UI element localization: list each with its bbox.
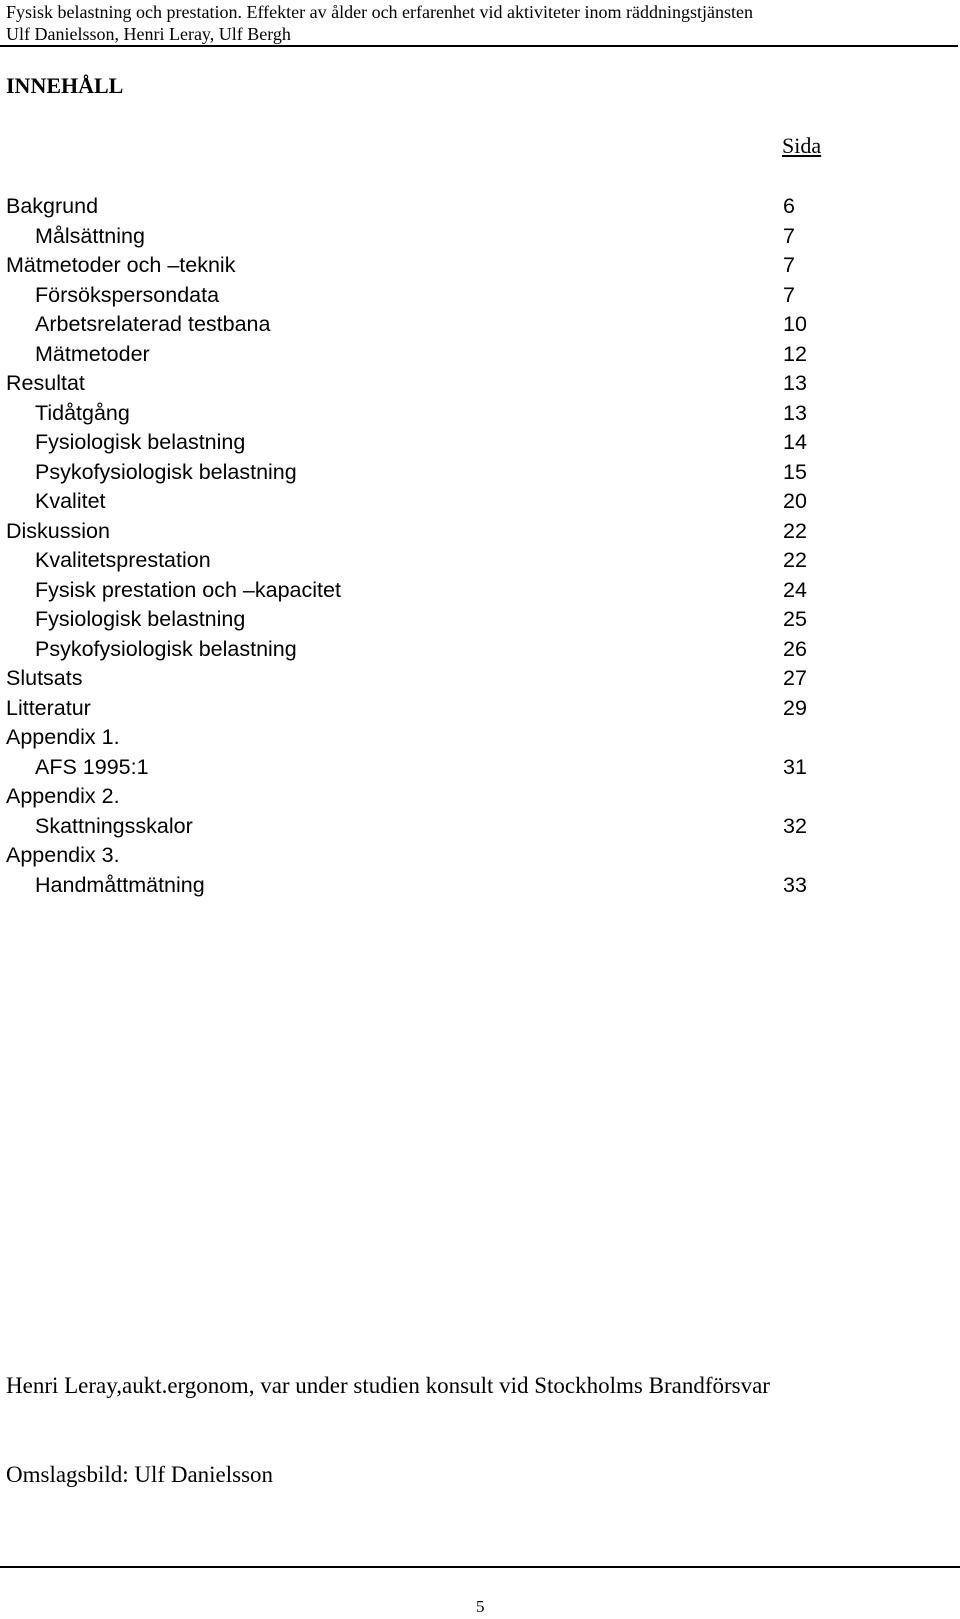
toc-entry (0, 577, 960, 607)
toc-entry (0, 606, 960, 636)
toc-page-column-label: Sida (782, 133, 822, 158)
running-header-authors: Ulf Danielsson, Henri Leray, Ulf Bergh (6, 24, 291, 44)
toc-heading: INNEHÅLL (6, 73, 124, 98)
toc-entry (0, 783, 960, 813)
toc-entry-page: 27 (783, 666, 807, 690)
toc-entry-page: 29 (783, 695, 807, 720)
toc-entry-label: Fysisk prestation och –kapacitet (35, 577, 341, 602)
toc-entry-label: Skattningsskalor (35, 813, 193, 838)
toc-entry-label: Litteratur (6, 695, 91, 720)
toc-entry (0, 665, 960, 695)
toc-entry-label: Psykofysiologisk belastning (35, 636, 297, 661)
toc-entry (0, 547, 960, 577)
toc-entry-page: 7 (783, 253, 795, 277)
toc-entry (0, 252, 960, 282)
toc-entry-label: Målsättning (35, 223, 145, 248)
toc-entry (0, 370, 960, 400)
toc-entry (0, 842, 960, 872)
header-divider (0, 45, 958, 47)
toc-entry-label: Slutsats (6, 666, 83, 690)
toc-entry-page: 33 (783, 872, 807, 897)
toc-entry-page: 25 (783, 607, 807, 631)
toc-entry-page: 10 (783, 312, 807, 336)
toc-entry-label: Appendix 2. (6, 784, 120, 808)
toc-entry (0, 311, 960, 341)
toc-entry-label: Tidåtgång (35, 400, 130, 425)
toc-entry-page: 15 (783, 459, 807, 484)
toc-entry-page: 24 (783, 577, 807, 602)
toc-entry-label: Handmåttmätning (35, 872, 205, 897)
toc-entry-page: 7 (783, 282, 795, 307)
toc-entry-label: Kvalitet (35, 489, 106, 513)
toc-entry-label: AFS 1995:1 (35, 754, 149, 779)
toc-entry (0, 341, 960, 371)
toc-entry-page: 13 (783, 400, 807, 425)
toc-entry (0, 636, 960, 666)
toc-entry-page: 31 (783, 754, 807, 779)
toc-entry (0, 400, 960, 430)
toc-entry-page: 20 (783, 489, 807, 513)
toc-entry (0, 518, 960, 548)
running-header-title: Fysisk belastning och prestation. Effekter av ålder och erfarenhet vid aktiviteter inom räddningstjänsten (6, 2, 753, 22)
toc-entry-label: Försökspersondata (35, 282, 220, 307)
toc-entry-page: 14 (783, 430, 807, 454)
toc-entry (0, 193, 960, 223)
toc-entry (0, 429, 960, 459)
table-of-contents (0, 193, 960, 901)
toc-entry (0, 459, 960, 489)
toc-entry-label: Resultat (6, 371, 85, 395)
toc-entry (0, 223, 960, 253)
toc-entry (0, 872, 960, 902)
toc-entry-label: Fysiologisk belastning (35, 607, 246, 631)
cover-credit: Omslagsbild: Ulf Danielsson (6, 1462, 274, 1487)
toc-entry-label: Psykofysiologisk belastning (35, 459, 297, 484)
toc-entry (0, 488, 960, 518)
toc-entry-page: 6 (783, 194, 795, 218)
toc-entry (0, 282, 960, 312)
toc-entry-label: Mätmetoder (35, 341, 150, 366)
toc-entry (0, 813, 960, 843)
toc-entry-page: 7 (783, 223, 795, 248)
toc-entry-label: Bakgrund (6, 194, 99, 218)
toc-entry-label: Mätmetoder och –teknik (6, 253, 236, 277)
toc-entry-page: 13 (783, 371, 807, 395)
toc-entry-label: Diskussion (6, 518, 110, 543)
toc-entry (0, 724, 960, 754)
toc-entry-label: Arbetsrelaterad testbana (35, 312, 271, 336)
toc-entry-label: Kvalitetsprestation (35, 548, 211, 572)
toc-entry (0, 695, 960, 725)
toc-entry-label: Appendix 1. (6, 725, 120, 749)
author-note: Henri Leray,aukt.ergonom, var under studien konsult vid Stockholms Brandförsvar (6, 1373, 770, 1398)
toc-entry-page: 22 (783, 548, 807, 572)
toc-entry-page: 12 (783, 341, 807, 366)
page-number: 5 (476, 1597, 485, 1616)
toc-entry-page: 26 (783, 636, 807, 661)
footer-divider (0, 1566, 960, 1568)
toc-entry-label: Fysiologisk belastning (35, 430, 246, 454)
toc-entry-page: 22 (783, 518, 807, 543)
toc-entry-label: Appendix 3. (6, 843, 120, 867)
toc-entry-page: 32 (783, 813, 807, 838)
toc-entry (0, 754, 960, 784)
